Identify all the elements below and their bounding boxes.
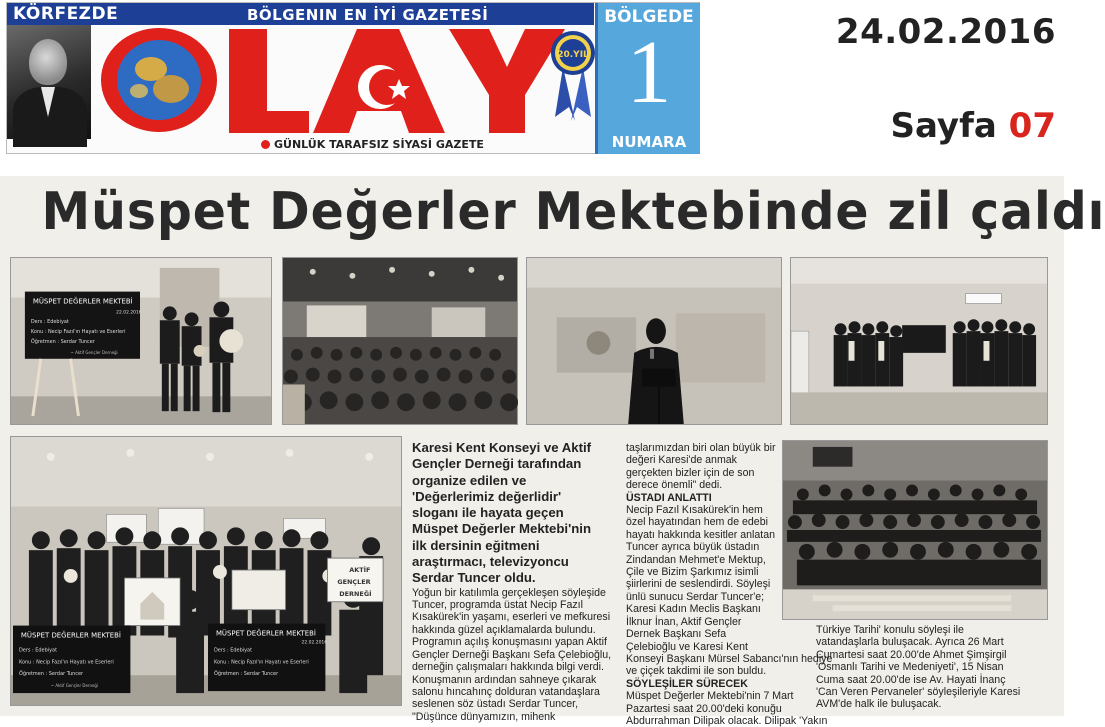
- article-headline: Müspet Değerler Mektebinde zil çaldı: [41, 182, 1105, 242]
- col3-line: AVM'de halk ile buluşacak.: [816, 698, 942, 711]
- page-number-value: 07: [1008, 106, 1056, 146]
- article-column-2: [626, 442, 833, 727]
- body-line: hakkında güzel açıklamalarda bulundu.: [412, 623, 596, 636]
- board-line-2: Konu : Necip Fazıl'ın Hayatı ve Eserleri: [30, 329, 126, 336]
- board-line-1: Ders : Edebiyat: [30, 319, 69, 326]
- body-line: "Düşünce dünyamızın, mihenk: [412, 710, 556, 723]
- body-line: Tuncer, programda üstat Necip Fazıl: [412, 599, 583, 612]
- subheading-soylesiler-surecek: SÖYLEŞİLER SÜRECEK: [626, 677, 748, 690]
- col2-line: gerçekten bizler için de son: [626, 466, 755, 479]
- article-body-col1: [412, 587, 617, 723]
- photo-speaker-microphone: [526, 257, 782, 425]
- lead-line: Müspet Değerler Mektebi'nin: [412, 521, 592, 537]
- board-left-line-1: Ders : Edebiyat: [18, 647, 58, 654]
- board-left-line-3: Öğretmen : Serdar Tuncer: [18, 671, 84, 678]
- body-line: Kısakürek'in yaşamı, eserleri ve mefkuresi: [412, 611, 611, 624]
- photo-audience-hall: [282, 257, 518, 425]
- col2-line: taşlarımızdan biri olan büyük bir: [626, 442, 776, 454]
- photo-group-with-boards: [10, 436, 402, 706]
- badge-bottom-text: NUMARA: [611, 133, 687, 151]
- col3-line: 'Can Veren Pervaneler' söyleşileriyle Karesi: [816, 686, 1021, 699]
- newspaper-masthead: [6, 2, 700, 154]
- body-line: derneğin çalışmaları hakkında bilgi verdi.: [412, 661, 604, 674]
- col3-line: Türkiye Tarihi' konulu söyleşi ile: [816, 624, 964, 636]
- publication-date: 24.02.2016: [835, 12, 1056, 52]
- badge-number: 1: [626, 23, 672, 122]
- board-right-line-3: Öğretmen : Serdar Tuncer: [213, 671, 279, 678]
- body-line: seslenen söz üstadı Serdar Tuncer,: [412, 698, 579, 711]
- lead-line: ilk dersinin eğitmeni: [412, 537, 540, 553]
- lead-line: Serdar Tuncer oldu.: [412, 570, 536, 586]
- photo-group-stage: [790, 257, 1048, 425]
- board-right-line-2: Konu : Necip Fazıl'ın Hayatı ve Eserleri: [213, 659, 309, 666]
- col3-line: 'Osmanlı Tarihi ve Medeniyeti', 15 Nisan: [816, 661, 1004, 674]
- board-title: MÜSPET DEĞERLER MEKTEBİ: [32, 297, 133, 306]
- photo-audience-group: [782, 440, 1048, 620]
- col2-line: Pazartesi saat 20.00'deki konuğu: [626, 702, 782, 715]
- sign-dernegi: DERNEĞİ: [339, 589, 372, 598]
- col2-line: Konseyi Başkanı Mürsel Sabancı'nın hediye: [626, 652, 833, 665]
- col2-line: şiirlerini de seslendirdi. Söyleşi: [626, 578, 771, 591]
- col2-line: İlknur İnan, Aktif Gençler: [626, 615, 742, 628]
- col2-line: ve çiçek takdimi ile son buldu.: [626, 665, 767, 678]
- board-right-title: MÜSPET DEĞERLER MEKTEBİ: [215, 629, 316, 638]
- col2-line: Zindandan Mehmet'e Mektup,: [626, 553, 766, 566]
- subheading-ustadi-anlatti: ÜSTADI ANLATTI: [626, 491, 712, 504]
- article-column-1: [412, 440, 617, 723]
- board-right-date: 22.02.2016: [301, 640, 328, 646]
- article-lead: [412, 440, 617, 587]
- col2-line: hayatı hakkında kesitler anlatan: [626, 528, 775, 541]
- photo-speaker-board: [10, 257, 272, 425]
- sign-gencler: GENÇLER: [337, 577, 371, 586]
- board-line-3: Öğretmen : Serdar Tuncer: [30, 338, 95, 345]
- lead-line: sloganı ile hayata geçen: [412, 505, 564, 521]
- body-line: salonu hıncahınç dolduran vatandaşlara: [412, 685, 600, 698]
- body-line: Konuşmanın ardından sahneye çıkarak: [412, 673, 597, 686]
- col2-line: ünlü sunucu Serdar Tuncer'e;: [626, 590, 765, 603]
- col2-line: Necip Fazıl Kısakürek'in hem: [626, 504, 763, 517]
- board-right-line-1: Ders : Edebiyat: [213, 647, 253, 654]
- col2-line: özel hayatından hem de edebi: [626, 516, 768, 529]
- page-number: [891, 106, 1056, 146]
- masthead-subtitle-text: GÜNLÜK TARAFSIZ SİYASİ GAZETE: [274, 138, 484, 151]
- body-line: Yoğun bir katılımla gerçekleşen söyleşide: [412, 586, 606, 599]
- board-date: 22.02.2016: [116, 310, 142, 316]
- col2-line: Dernek Başkanı Sefa: [626, 628, 727, 641]
- masthead-top-bar: [7, 3, 594, 25]
- region-number-one-badge: [595, 3, 700, 154]
- board-left-title: MÜSPET DEĞERLER MEKTEBİ: [20, 631, 121, 640]
- article-column-3: [816, 624, 1052, 711]
- col3-line: vatandaşlarla buluşacak. Ayrıca 26 Mart: [816, 636, 1004, 649]
- olay-logo: [99, 23, 599, 143]
- col2-line: derece önemli" dedi.: [626, 479, 723, 492]
- masthead-korfezde: KÖRFEZDE: [13, 4, 119, 24]
- col2-line: Müspet Değerler Mektebi'nin 7 Mart: [626, 690, 794, 703]
- lead-line: Karesi Kent Konseyi ve Aktif: [412, 440, 592, 455]
- masthead-slogan: BÖLGENIN EN İYİ GAZETESİ: [247, 6, 489, 24]
- body-line: Gençler Derneği Başkanı Sefa Çelebioğlu,: [412, 648, 612, 661]
- col3-line: Cumartesi saat 20.00'de Ahmet Şimşirgil: [816, 648, 1007, 661]
- board-left-line-2: Konu : Necip Fazıl'ın Hayatı ve Eserleri: [18, 659, 114, 666]
- page-label: Sayfa: [890, 106, 997, 146]
- board-footer: ~ Aktif Gençler Derneği: [70, 349, 118, 355]
- col2-line: Tuncer ayrıca büyük üstadın: [626, 541, 760, 554]
- board-left-footer: ~ Aktif Gençler Derneği: [50, 683, 99, 689]
- masthead-subtitle: [261, 138, 484, 151]
- sign-aktif: AKTİF: [349, 565, 371, 574]
- col2-line: Çile ve Bizim Şarkımız isimli: [626, 566, 759, 579]
- lead-line: Gençler Derneği tarafından: [412, 456, 582, 472]
- badge-top-text: BÖLGEDE: [604, 7, 694, 27]
- col2-line: Çelebioğlu ve Karesi Kent: [626, 640, 748, 653]
- lead-line: 'Değerlerimiz değerlidir': [412, 488, 562, 504]
- col3-line: Cuma saat 20.00'de ise Av. Hayati İnanç: [816, 673, 1006, 686]
- lead-line: organize edilen ve: [412, 472, 527, 488]
- col2-line: Abdurrahman Dilipak olacak. Dilipak 'Yakın: [626, 714, 828, 727]
- masthead-portrait: [7, 25, 91, 139]
- anniversary-label: 20.YIL: [557, 50, 589, 60]
- body-line: Programın açılış konuşmasını yapan Aktif: [412, 636, 607, 649]
- lead-line: araştırmacı, televizyoncu: [412, 554, 569, 570]
- col2-line: Karesi Kadın Meclis Başkanı: [626, 603, 761, 616]
- col2-line: değeri Karesi'de anmak: [626, 454, 737, 467]
